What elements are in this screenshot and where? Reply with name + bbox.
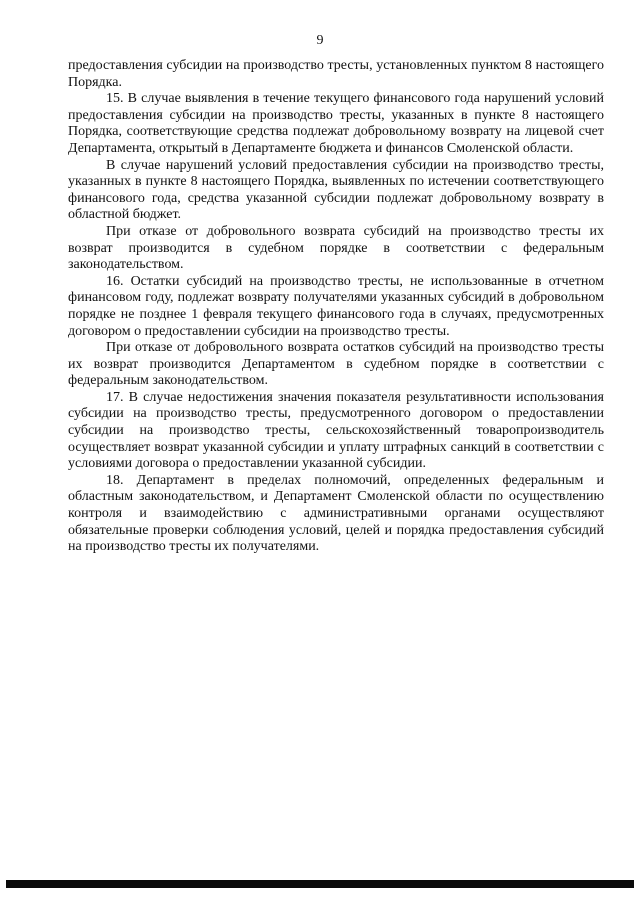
paragraph-clause-18: 18. Департамент в пределах полномочий, определенных федеральным и областным законодательством, и Департамент Смоленской области по осуществлению контроля и взаимодействию с административными органами осуществляют обязательные проверки соблюдения условий, целей и порядка предоставления субсидий на производство тресты их получателями. [68,472,604,555]
document-body [68,58,604,556]
scan-edge-divider [6,880,634,888]
paragraph-clause-16-refusal: При отказе от добровольного возврата остатков субсидий на производство тресты их возврат производится Департаментом в судебном порядке в соответствии с федеральным законодательством. [68,340,604,389]
paragraph-clause-16: 16. Остатки субсидий на производство тресты, не использованные в отчетном финансовом году, подлежат возврату получателями указанных субсидий в добровольном порядке не позднее 1 февраля текущего финансового года в случаях, предусмотренных договором о предоставлении субсидии на производство тресты. [68,273,604,339]
paragraph-clause-15-violation: В случае нарушений условий предоставления субсидии на производство тресты, указанных в пункте 8 настоящего Порядка, выявленных по истечении соответствующего финансового года, средства указанной субсидии подлежат добровольному возврату в областной бюджет. [68,157,604,223]
paragraph-continuation: предоставления субсидии на производство тресты, установленных пунктом 8 настоящего Порядка. [68,58,604,90]
paragraph-clause-15-refusal: При отказе от добровольного возврата субсидий на производство тресты их возврат производится в судебном порядке в соответствии с федеральным законодательством. [68,223,604,273]
paragraph-clause-15: 15. В случае выявления в течение текущего финансового года нарушений условий предоставления субсидии на производство тресты, указанных в пункте 8 настоящего Порядка, соответствующие средства подлежат добровольному возврату на лицевой счет Департамента, открытый в Департаменте бюджета и финансов Смоленской области. [68,91,604,156]
paragraph-clause-17: 17. В случае недостижения значения показателя результативности использования субсидии на производство тресты, предусмотренного договором о предоставлении субсидии на производство тресты, сельскохозяйственный товаропроизводитель осуществляет возврат указанной субсидии и уплату штрафных санкций в соответствии с условиями договора о предоставлении указанной субсидии. [68,389,604,472]
page-number: 9 [316,33,324,48]
